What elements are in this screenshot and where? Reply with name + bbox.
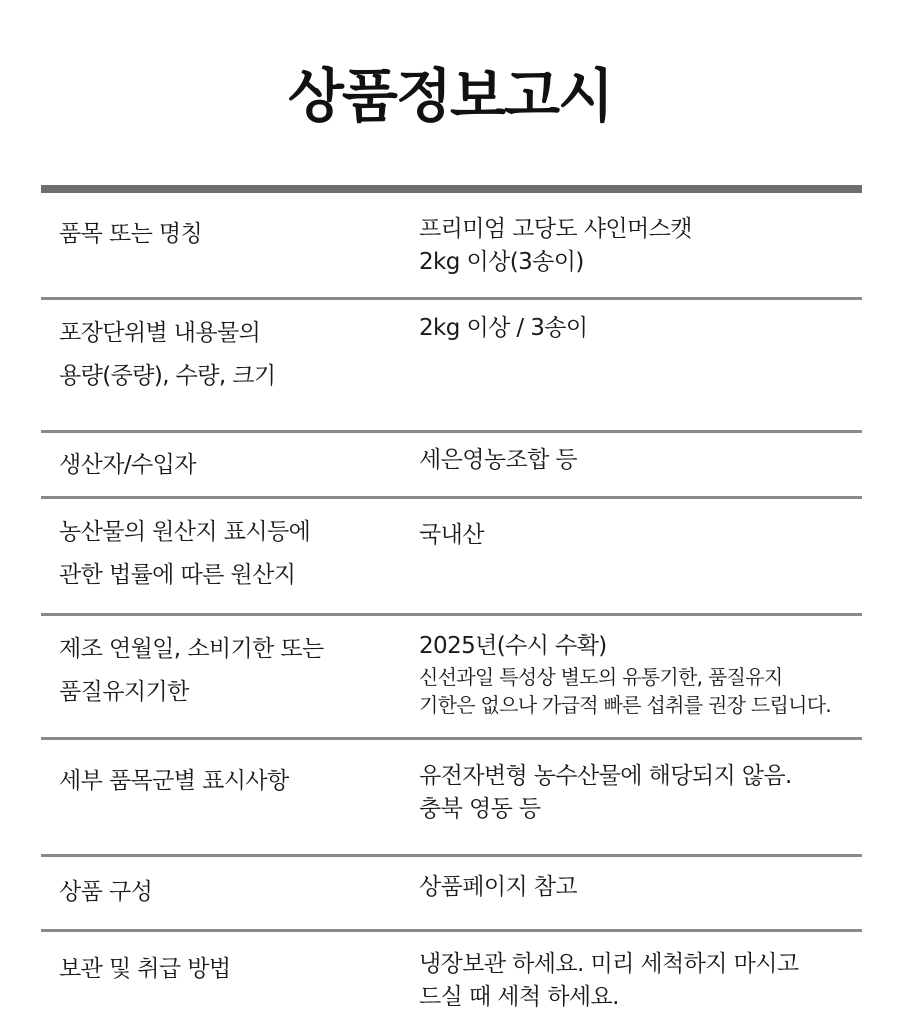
- row-value-line: 상품페이지 참고: [419, 874, 578, 900]
- row-label: [59, 511, 379, 597]
- row-value: [419, 760, 859, 826]
- row-label-line: 용량(중량), 수량, 크기: [59, 363, 276, 389]
- row-value: [419, 630, 859, 719]
- row-label-line: 생산자/수입자: [59, 452, 196, 478]
- table-row: [41, 499, 862, 616]
- table-row: [41, 193, 862, 300]
- row-label: [59, 871, 379, 914]
- row-value-line: 충북 영동 등: [419, 796, 541, 822]
- row-value: [419, 519, 859, 552]
- row-label-line: 제조 연월일, 소비기한 또는: [59, 636, 324, 662]
- row-value: [419, 871, 859, 904]
- row-value-note: 기한은 없으나 가급적 빠른 섭취를 권장 드립니다.: [419, 693, 832, 717]
- table-row: [41, 300, 862, 433]
- row-value-line: 2kg 이상 / 3송이: [419, 315, 588, 341]
- row-value-line: 프리미엄 고당도 샤인머스캣: [419, 216, 692, 242]
- row-value-line: 2kg 이상(3송이): [419, 249, 584, 275]
- row-label-line: 품목 또는 명칭: [59, 221, 203, 247]
- table-row: [41, 932, 862, 1022]
- row-label-line: 상품 구성: [59, 879, 153, 905]
- row-value-line: 드실 때 세척 하세요.: [419, 984, 619, 1010]
- row-label: [59, 444, 379, 487]
- row-label-line: 품질유지기한: [59, 679, 189, 705]
- row-value-note: 신선과일 특성상 별도의 유통기한, 품질유지: [419, 665, 783, 689]
- row-label-line: 포장단위별 내용물의: [59, 320, 261, 346]
- row-value-line: 국내산: [419, 522, 484, 548]
- row-value: [419, 213, 859, 279]
- row-value-line: 세은영농조합 등: [419, 447, 578, 473]
- row-label: [59, 213, 379, 256]
- row-value-line: 유전자변형 농수산물에 해당되지 않음.: [419, 763, 792, 789]
- row-value: [419, 444, 859, 477]
- row-label: [59, 760, 379, 803]
- table-row: [41, 616, 862, 740]
- table-row: [41, 857, 862, 932]
- row-label-line: 세부 품목군별 표시사항: [59, 768, 289, 794]
- table-row: [41, 740, 862, 857]
- row-label: [59, 948, 379, 991]
- page-title: 상품정보고시: [287, 62, 613, 130]
- row-label: [59, 628, 379, 714]
- row-label-line: 보관 및 취급 방법: [59, 956, 231, 982]
- row-value-line: 2025년(수시 수확): [419, 633, 607, 659]
- row-label: [59, 312, 379, 398]
- row-label-line: 관한 법률에 따른 원산지: [59, 562, 296, 588]
- row-value: [419, 948, 859, 1014]
- row-value: [419, 312, 859, 345]
- table-row: [41, 433, 862, 499]
- product-info-table: [41, 185, 862, 1022]
- row-value-line: 냉장보관 하세요. 미리 세척하지 마시고: [419, 951, 799, 977]
- row-label-line: 농산물의 원산지 표시등에: [59, 519, 311, 545]
